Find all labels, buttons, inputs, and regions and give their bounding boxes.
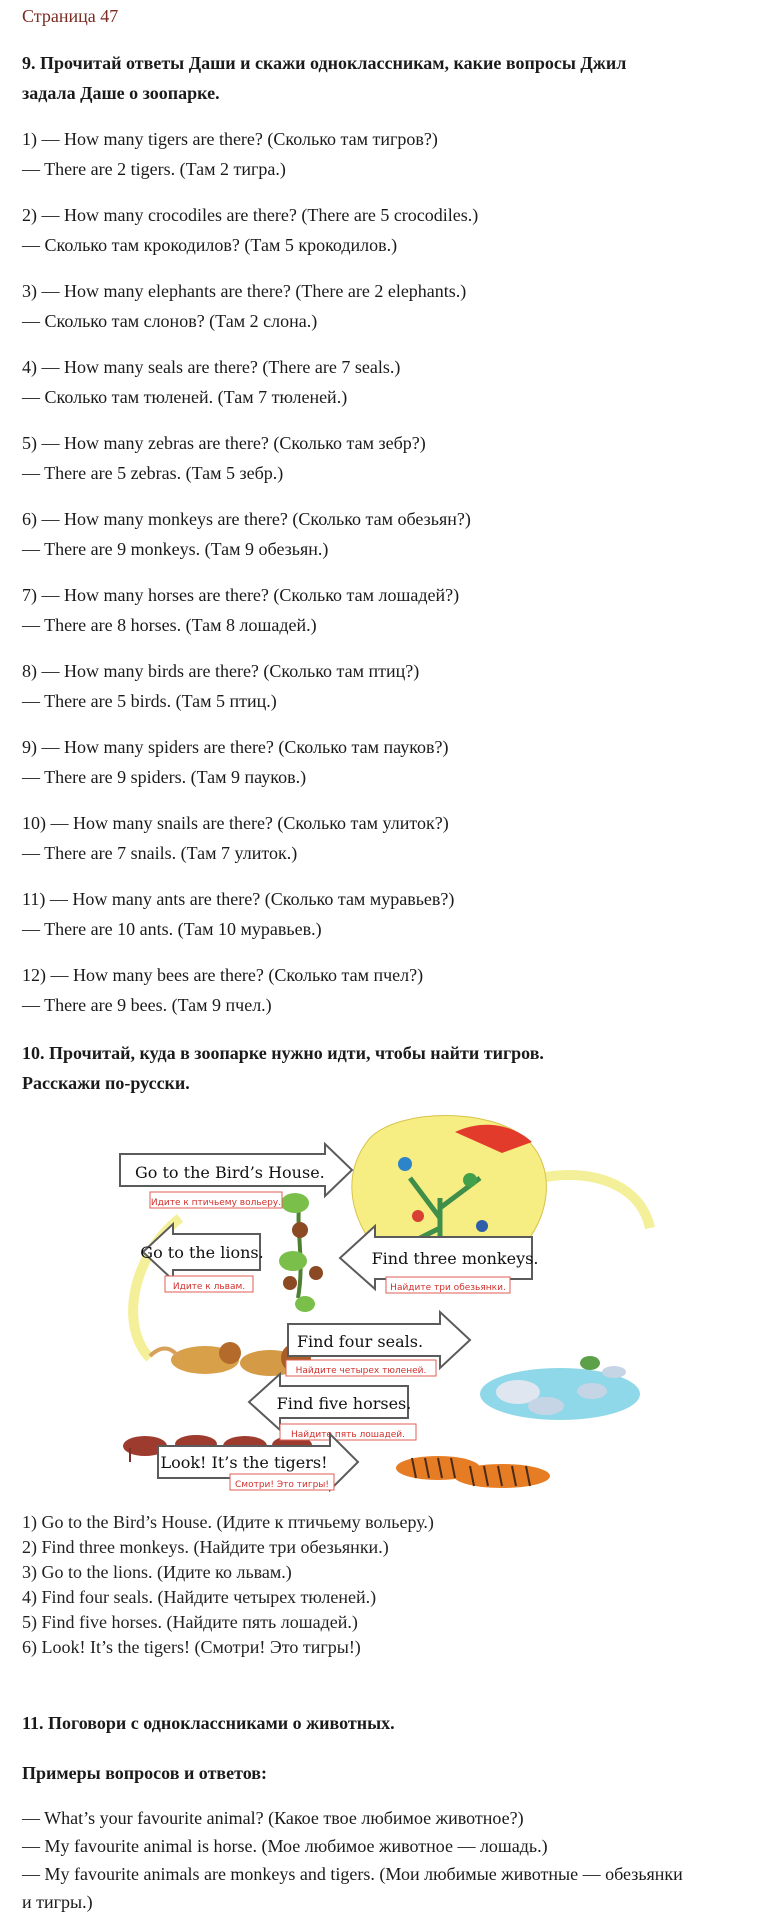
qa-9 [22, 732, 449, 792]
dialogue-line: — What’s your favourite animal? (Какое твое любимое животное?) [22, 1808, 524, 1828]
sign-en-label: Find three monkeys. [371, 1249, 539, 1268]
sign-ru-label: Найдите четырех тюленей. [295, 1366, 427, 1376]
answer: — There are 8 horses. (Там 8 лошадей.) [22, 615, 317, 635]
question: 5) — How many zebras are there? (Сколько там зебр?) [22, 433, 426, 453]
qa-7 [22, 580, 459, 640]
question: 1) — How many tigers are there? (Сколько там тигров?) [22, 129, 438, 149]
question: 4) — How many seals are there? (There are 7 seals.) [22, 357, 401, 377]
answer: — Сколько там тюленей. (Там 7 тюленей.) [22, 387, 348, 407]
tigers-illustration [396, 1456, 550, 1488]
question: 3) — How many elephants are there? (There are 2 elephants.) [22, 281, 467, 301]
answer: — There are 9 monkeys. (Там 9 обезьян.) [22, 539, 329, 559]
ex11-subtitle: Примеры вопросов и ответов: [22, 1763, 267, 1783]
dialogue-line: — My favourite animals are monkeys and tigers. (Мои любимые животные — обезьянки [22, 1864, 683, 1884]
question: 2) — How many crocodiles are there? (There are 5 crocodiles.) [22, 205, 479, 225]
ex10-title [22, 1038, 544, 1098]
answer: — There are 9 bees. (Там 9 пчел.) [22, 995, 272, 1015]
question: 9) — How many spiders are there? (Сколько там пауков?) [22, 737, 449, 757]
qa-12 [22, 960, 423, 1020]
dialogue-line: и тигры.) [22, 1892, 93, 1912]
ex11-dialogue [22, 1804, 683, 1916]
qa-3 [22, 276, 466, 336]
ex9-title-line1: 9. Прочитай ответы Даши и скажи одноклассникам, какие вопросы Джил [22, 53, 627, 73]
ex11-title: 11. Поговори с одноклассниками о животных. [22, 1713, 395, 1733]
qa-6 [22, 504, 471, 564]
qa-2 [22, 200, 478, 260]
ex9-title [22, 48, 626, 108]
list-item: 3) Go to the lions. (Идите ко львам.) [22, 1562, 292, 1582]
sign-ru-label: Найдите пять лошадей. [290, 1430, 406, 1440]
sign-ru-label: Смотри! Это тигры! [235, 1480, 329, 1490]
question: 7) — How many horses are there? (Сколько там лошадей?) [22, 585, 460, 605]
route-path [540, 1175, 650, 1228]
answer: — There are 5 zebras. (Там 5 зебр.) [22, 463, 284, 483]
sign-go-to-birds-house [120, 1144, 352, 1208]
sign-find-three-monkeys [340, 1226, 538, 1293]
sign-find-four-seals [286, 1312, 470, 1376]
answer: — There are 10 ants. (Там 10 муравьев.) [22, 919, 322, 939]
list-item: 1) Go to the Bird’s House. (Идите к птичьему вольеру.) [22, 1512, 434, 1532]
answer: — Сколько там слонов? (Там 2 слона.) [22, 311, 318, 331]
zoo-route-illustration [120, 1108, 660, 1490]
page-header: Страница 47 [22, 6, 119, 26]
sign-en-label: Find four seals. [296, 1332, 424, 1351]
monkeys-illustration [279, 1193, 323, 1312]
sign-find-five-horses [249, 1374, 416, 1440]
answer: — There are 5 birds. (Там 5 птиц.) [22, 691, 277, 711]
sign-en-label: Find five horses. [276, 1394, 412, 1413]
qa-10 [22, 808, 449, 868]
sign-ru-label: Найдите три обезьянки. [390, 1283, 506, 1293]
list-item: 6) Look! It’s the tigers! (Смотри! Это тигры!) [22, 1637, 361, 1657]
question: 8) — How many birds are there? (Сколько там птиц?) [22, 661, 420, 681]
qa-4 [22, 352, 400, 412]
qa-8 [22, 656, 419, 716]
ex10-title-line2: Расскажи по-русски. [22, 1073, 190, 1093]
answer: — There are 9 spiders. (Там 9 пауков.) [22, 767, 307, 787]
list-item: 2) Find three monkeys. (Найдите три обезьянки.) [22, 1537, 389, 1557]
sign-en-label: Look! It’s the tigers! [160, 1453, 328, 1472]
list-item: 4) Find four seals. (Найдите четырех тюленей.) [22, 1587, 377, 1607]
question: 11) — How many ants are there? (Сколько там муравьев?) [22, 889, 455, 909]
sign-en-label: Go to the lions. [140, 1243, 264, 1262]
question: 12) — How many bees are there? (Сколько там пчел?) [22, 965, 424, 985]
sign-en-label: Go to the Bird’s House. [135, 1163, 325, 1182]
qa-11 [22, 884, 454, 944]
qa-1 [22, 124, 438, 184]
question: 6) — How many monkeys are there? (Сколько там обезьян?) [22, 509, 471, 529]
sign-ru-label: Идите к птичьему вольеру. [150, 1198, 282, 1208]
ex9-title-line2: задала Даше о зоопарке. [22, 83, 220, 103]
sign-ru-label: Идите к львам. [172, 1282, 246, 1292]
ex10-title-line1: 10. Прочитай, куда в зоопарке нужно идти, чтобы найти тигров. [22, 1043, 544, 1063]
question: 10) — How many snails are there? (Сколько там улиток?) [22, 813, 449, 833]
ex10-answer-list [22, 1510, 434, 1660]
qa-5 [22, 428, 426, 488]
answer: — Сколько там крокодилов? (Там 5 крокодилов.) [22, 235, 398, 255]
answer: — There are 7 snails. (Там 7 улиток.) [22, 843, 298, 863]
seals-illustration [480, 1356, 640, 1420]
list-item: 5) Find five horses. (Найдите пять лошадей.) [22, 1612, 358, 1632]
dialogue-line: — My favourite animal is horse. (Мое любимое животное — лошадь.) [22, 1836, 548, 1856]
answer: — There are 2 tigers. (Там 2 тигра.) [22, 159, 286, 179]
